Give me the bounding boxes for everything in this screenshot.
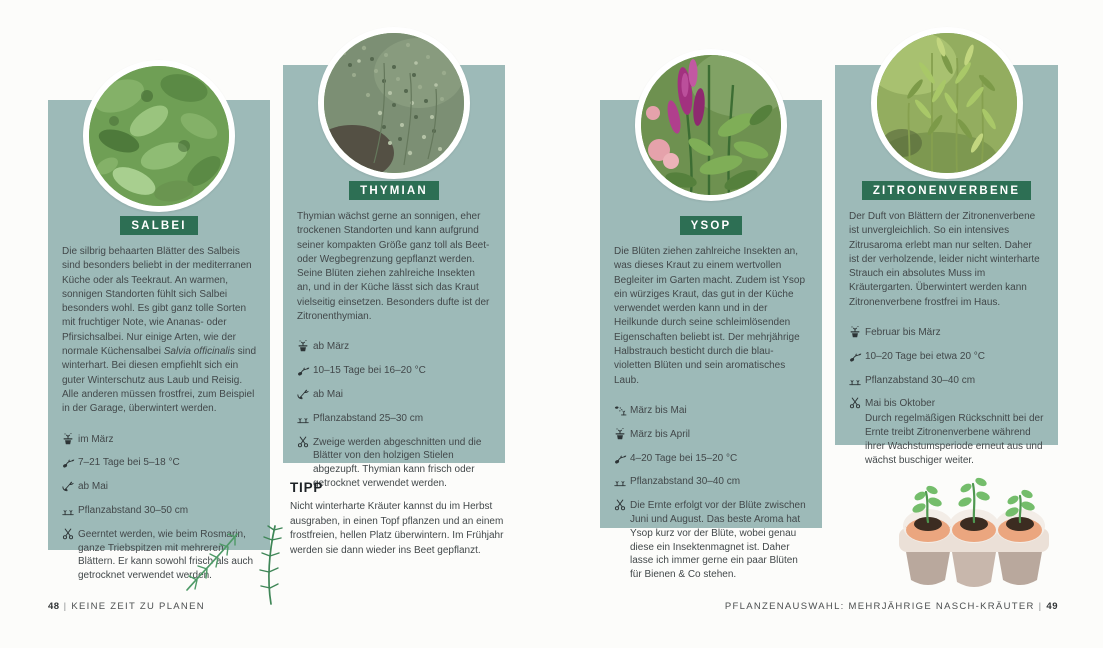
germination-row bbox=[296, 363, 492, 378]
lemon-verbena-plant-photo bbox=[871, 27, 1023, 179]
germination-row bbox=[613, 451, 809, 466]
footer-title-left: KEINE ZEIT ZU PLANEN bbox=[71, 601, 205, 612]
seed-pot-icon bbox=[61, 432, 78, 447]
tip-section bbox=[290, 480, 516, 558]
info-text: ab März bbox=[313, 341, 350, 353]
harvest-row bbox=[848, 396, 1045, 467]
plant-distance-icon bbox=[296, 411, 313, 426]
footer-title-right: PFLANZENAUSWAHL: MEHRJÄHRIGE NASCH-KRÄUTER bbox=[724, 601, 1035, 612]
info-text: Februar bis März bbox=[865, 327, 941, 339]
card-description: Thymian wächst gerne an sonnigen, eher trockenen Standorten und kann aufgrund seiner kompakten Größe ganz toll als Beet- oder Wegbegrenzung gepflanzt werden. Seine Blüten ziehen zahlreiche Insekten an, und in der Küche lässt sich das Kraut vielseitig einsetzen. Besonders dufte ist der Zitronenthymian. bbox=[297, 211, 490, 323]
page-number-left: 48 bbox=[48, 601, 60, 612]
description-text: Die silbrig behaarten Blätter des Salbeis sind besonders beliebt in der mediterranen Küche oder als Teekraut. An warmen, sonnigen Standorten fühlt sich Salbei besonders wohl. Es gibt ganz tolle Sorten mit fruchtiger Note, wie Ananas- oder Pfirsichsalbei. Nur einige Arten, wie der normale Küchensalbei bbox=[62, 246, 252, 358]
seed-pot-icon bbox=[613, 427, 630, 442]
footer-left bbox=[48, 601, 205, 612]
info-text: 10–20 Tage bei etwa 20 °C bbox=[865, 350, 986, 362]
page-number-right: 49 bbox=[1046, 601, 1058, 612]
harvest-row bbox=[613, 498, 809, 582]
info-text: März bis Mai bbox=[630, 404, 687, 416]
germination-icon bbox=[61, 455, 78, 470]
card-description: Der Duft von Blättern der Zitronenverbene ist unvergleichlich. So ein intensives Zitrusaroma erlebt man nur selten. Daher ist der verholzende, leider nicht winterharte Strauch ein absolutes Muss im Kräutergarten. Überwintert werden kann Zitronenverbene frostfrei im Haus. bbox=[849, 211, 1040, 308]
footer-right bbox=[725, 601, 1058, 612]
plant-out-icon bbox=[61, 479, 78, 494]
info-text: 10–15 Tage bei 16–20 °C bbox=[313, 365, 426, 377]
presow-date-row bbox=[848, 325, 1045, 340]
info-text: ab Mai bbox=[313, 388, 344, 400]
plant-out-row bbox=[296, 387, 492, 402]
footer-separator: | bbox=[1038, 601, 1043, 612]
lemon-verbena-photo-art bbox=[877, 33, 1017, 173]
info-text bbox=[865, 396, 1045, 467]
card-zitronenverbene bbox=[835, 65, 1058, 466]
plant-distance-row bbox=[296, 411, 492, 426]
sage-plant-photo bbox=[83, 60, 235, 212]
info-text: Zweige werden abgeschnitten und die Blätter von den holzigen Stielen abgezupft. Thymian kann frisch oder getrocknet verwendet werden. bbox=[313, 436, 482, 489]
hyssop-plant-photo bbox=[635, 49, 787, 201]
seed-pot-icon bbox=[296, 339, 313, 354]
plant-distance-row bbox=[613, 474, 809, 489]
info-text: ab Mai bbox=[78, 481, 109, 493]
thyme-plant-photo bbox=[318, 27, 470, 179]
plant-distance-row bbox=[61, 503, 257, 518]
harvest-note: Durch regelmäßigen Rückschnitt bei der Ernte treibt Zitronenverbene während ihrer Wachstumsperiode erneut aus und wächst buschiger weiter. bbox=[865, 413, 1044, 466]
card-title-badge: YSOP bbox=[680, 216, 743, 235]
germination-row bbox=[848, 349, 1045, 364]
plant-distance-icon bbox=[848, 373, 865, 388]
harvest-scissors-icon bbox=[61, 527, 78, 583]
plant-out-row bbox=[61, 479, 257, 494]
seedling-egg-carton-illustration bbox=[893, 468, 1055, 596]
presow-date-row bbox=[296, 339, 492, 354]
info-text: Pflanzabstand 30–50 cm bbox=[78, 504, 189, 516]
card-description bbox=[62, 245, 256, 417]
seed-pot-icon bbox=[848, 325, 865, 340]
germination-icon bbox=[848, 349, 865, 364]
card-title-badge: THYMIAN bbox=[349, 181, 439, 200]
info-text: im März bbox=[78, 433, 114, 445]
info-text: Geerntet werden, wie beim Rosmarin, ganze Triebspitzen mit mehreren Blättern. Er kann sowohl frisch als auch getrocknet verwendet werden. bbox=[78, 528, 254, 582]
info-text: 4–20 Tage bei 15–20 °C bbox=[630, 452, 738, 464]
sage-photo-art bbox=[89, 66, 229, 206]
germination-row bbox=[61, 455, 257, 470]
direct-sow-icon bbox=[613, 403, 630, 418]
info-rows bbox=[848, 325, 1045, 467]
hyssop-photo-art bbox=[641, 55, 781, 195]
presow-date-row bbox=[613, 427, 809, 442]
germination-icon bbox=[613, 451, 630, 466]
info-text: Pflanzabstand 30–40 cm bbox=[865, 374, 976, 386]
card-salbei bbox=[48, 100, 270, 582]
plant-distance-icon bbox=[61, 503, 78, 518]
latin-name: Salvia officinalis bbox=[163, 346, 235, 358]
tip-text: Nicht winterharte Kräuter kannst du im Herbst ausgraben, in einen Topf pflanzen und an einem frostfreien, hellen Platz überwintern. Im Frühjahr werden sie dann wieder ins Beet gepflanzt. bbox=[290, 501, 504, 556]
card-title-badge: SALBEI bbox=[120, 216, 197, 235]
harvest-scissors-icon bbox=[613, 498, 630, 582]
footer-separator: | bbox=[63, 601, 68, 612]
info-text: 7–21 Tage bei 5–18 °C bbox=[78, 457, 180, 469]
plant-out-icon bbox=[296, 387, 313, 402]
info-text: März bis April bbox=[630, 428, 691, 440]
info-text: Pflanzabstand 25–30 cm bbox=[313, 412, 424, 424]
thyme-sprig-illustration bbox=[175, 518, 293, 606]
info-text: Pflanzabstand 30–40 cm bbox=[630, 476, 741, 488]
harvest-period: Mai bis Oktober bbox=[865, 398, 936, 410]
germination-icon bbox=[296, 363, 313, 378]
tip-title: TIPP bbox=[290, 480, 324, 495]
presow-date-row bbox=[61, 432, 257, 447]
info-rows bbox=[613, 403, 809, 582]
card-description: Die Blüten ziehen zahlreiche Insekten an, was dieses Kraut zu einem wertvollen Begleiter im Garten macht. Zudem ist Ysop ein würziges Kraut, das gut in der Küche verwendet werden kann und in der Heilkunde durch seine schleimlösenden Eigenschaften beliebt ist. Der mehrjährige Halbstrauch besticht durch die blau-violetten Blüten und sein aromatisches Laub. bbox=[614, 246, 806, 386]
direct-sow-row bbox=[613, 403, 809, 418]
thyme-photo-art bbox=[324, 33, 464, 173]
card-ysop bbox=[600, 100, 822, 581]
info-rows bbox=[296, 339, 492, 490]
info-text: Die Ernte erfolgt vor der Blüte zwischen Juni und August. Das beste Aroma hat Ysop kurz vor der Blüte, wobei genau diese ein Insektenmagnet ist. Daher lasse ich immer gerne ein paar Blüten für Bienen & Co stehen. bbox=[630, 500, 806, 581]
plant-distance-icon bbox=[613, 474, 630, 489]
card-title-badge: ZITRONENVERBENE bbox=[862, 181, 1031, 200]
harvest-scissors-icon bbox=[848, 396, 865, 467]
plant-distance-row bbox=[848, 373, 1045, 388]
description-text: sind winterhart. Bei diesen empfiehlt sich ein guter Winterschutz aus Laub und Reisig. Alle anderen müssen frostfrei, zum Beispiel in der Garage, überwintert werden. bbox=[62, 346, 257, 415]
